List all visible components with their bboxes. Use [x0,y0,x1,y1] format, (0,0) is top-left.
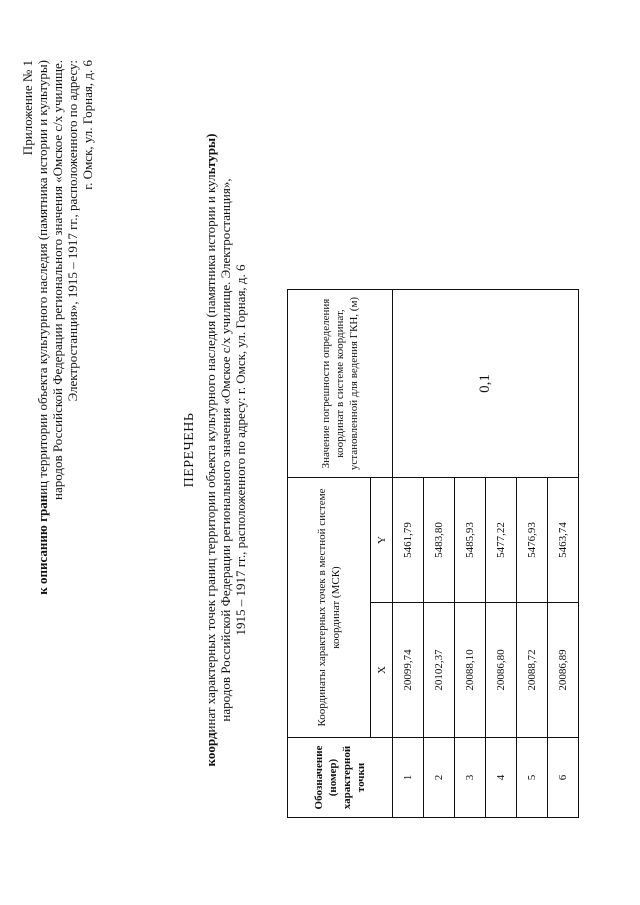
accuracy-value: 0,1 [393,290,579,478]
header-designation: Обозначение (номер) характерной точки [288,738,393,818]
point-y: 5485,93 [455,478,486,603]
table-row [393,290,424,818]
title-heading: ПЕРЕЧЕНЬ [182,412,197,488]
point-x: 20099,74 [393,603,424,738]
point-x: 20086,89 [548,603,579,738]
title-line-2: народов Российской Федерации регионального значения «Омское с/х училище. Электростанция», [218,178,233,722]
point-y: 5483,80 [424,478,455,603]
header-accuracy: Значение погрешности определения координат в системе координат, установленной для ведения ГКН, (м) [288,290,393,478]
annex-line-4: Электростанция», 1915 – 1917 гг., расположенного по адресу: [65,60,80,402]
point-y: 5463,74 [548,478,579,603]
point-y: 5461,79 [393,478,424,603]
point-number: 5 [517,738,548,818]
annex-line-5: г. Омск, ул. Горная, д. 6 [80,60,95,190]
point-number: 1 [393,738,424,818]
header-coordinates: Координаты характерных точек в местной системе координат (МСК) [288,478,371,738]
document-title [182,35,248,865]
point-x: 20088,10 [455,603,486,738]
point-y: 5476,93 [517,478,548,603]
annex-line-2 [35,60,50,840]
point-x: 20102,37 [424,603,455,738]
annex-line-2-rest: иц территории объекта культурного наследия (памятника истории и культуры) [35,60,50,495]
coordinates-table [287,289,579,818]
point-y: 5477,22 [486,478,517,603]
annex-line-3: народов Российской Федерации регионального значения «Омское с/х училище. [50,60,65,500]
header-y: Y [371,478,393,603]
point-number: 3 [455,738,486,818]
point-number: 2 [424,738,455,818]
annex-line-2-bold: к описанию гран [35,494,50,595]
title-line-3: 1915 – 1917 гг., расположенного по адресу: г. Омск, ул. Горная, д. 6 [233,264,248,636]
annex-number: Приложение № 1 [20,60,35,156]
annex-header [20,60,95,840]
title-line-1-bold: коорд [203,732,218,767]
title-line-1-bold-end: ьтуры) [203,133,218,175]
title-line-1-rest: инат характерных точек границ территории объекта культурного наследия (памятника истории и кул [203,174,218,733]
point-x: 20086,80 [486,603,517,738]
point-x: 20088,72 [517,603,548,738]
header-x: X [371,603,393,738]
title-line-1 [203,35,218,865]
point-number: 6 [548,738,579,818]
point-number: 4 [486,738,517,818]
